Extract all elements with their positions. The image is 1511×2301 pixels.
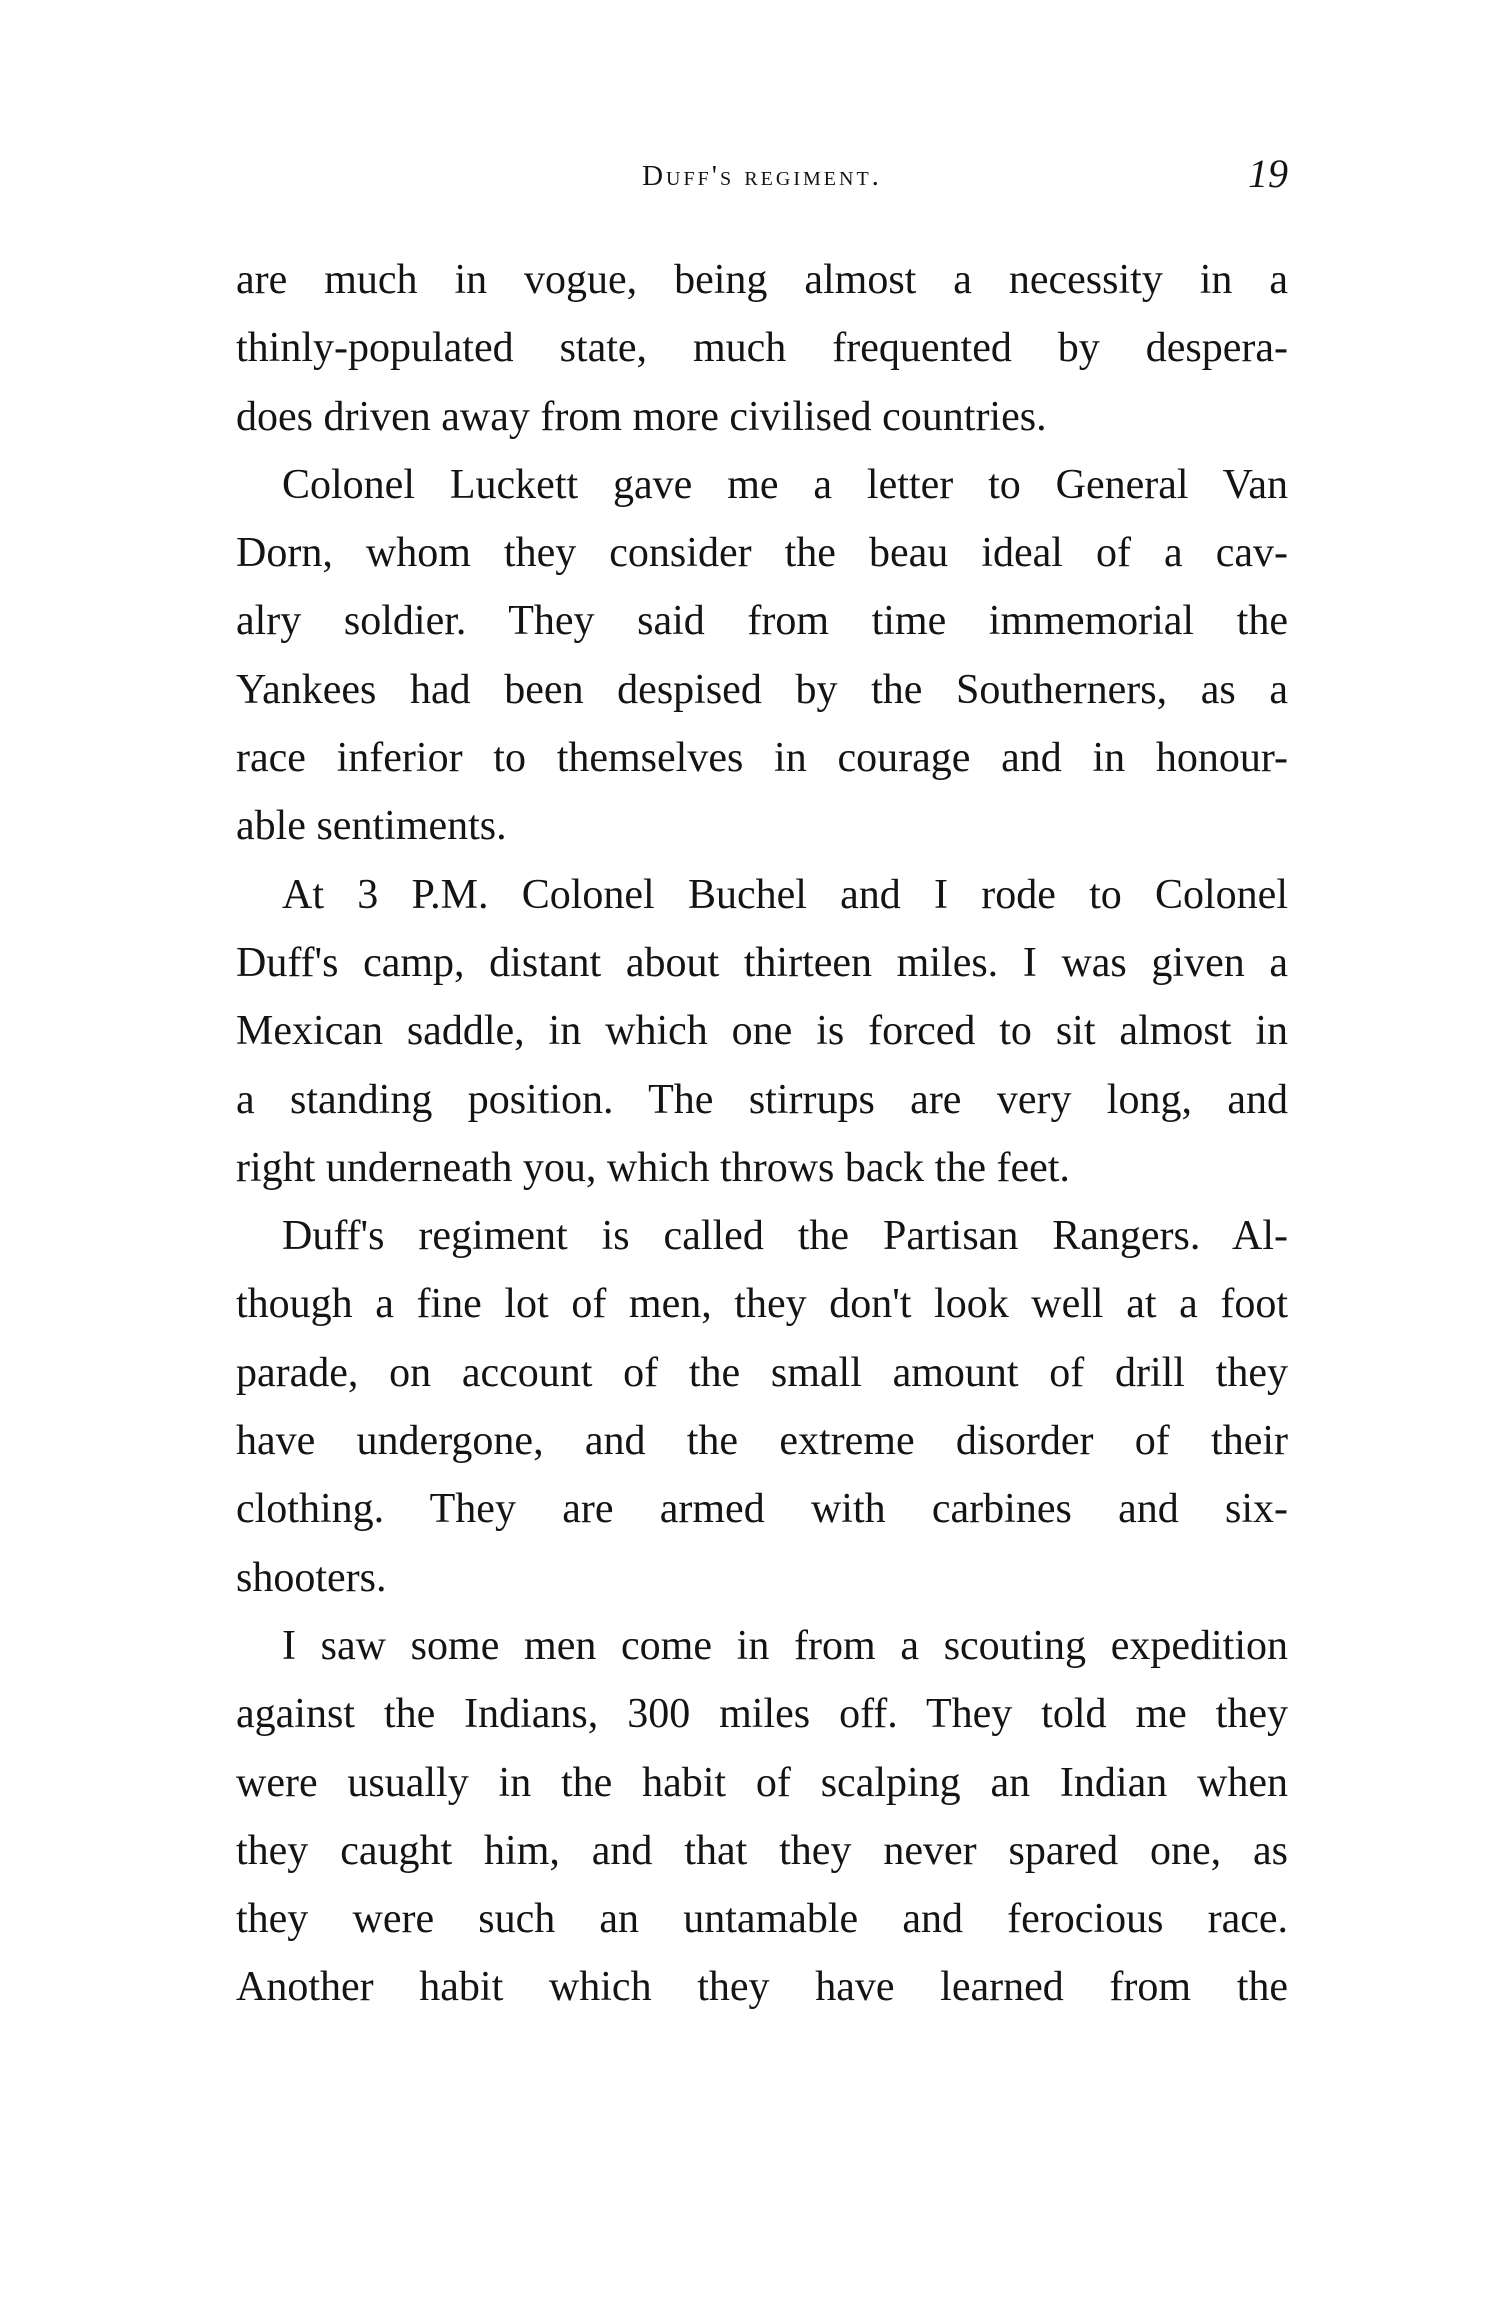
text-line: Yankees had been despised by the Southerners, as a (236, 666, 1288, 713)
text-line: Colonel Luckett gave me a letter to General Van (282, 461, 1288, 508)
text-line: against the Indians, 300 miles off. They told me they (236, 1691, 1288, 1738)
text-line: are much in vogue, being almost a necessity in a (236, 257, 1288, 303)
text-line: clothing. They are armed with carbines and six- (236, 1486, 1288, 1533)
body-text (236, 246, 1288, 2022)
text-line: able sentiments. (236, 803, 507, 850)
page-number: 19 (1248, 151, 1288, 196)
text-line: Duff's regiment is called the Partisan Rangers. Al- (282, 1213, 1288, 1260)
text-line: Duff's camp, distant about thirteen miles. I was given a (236, 939, 1288, 986)
text-line: Dorn, whom they consider the beau ideal of a cav- (236, 530, 1288, 577)
text-line: alry soldier. They said from time immemorial the (236, 598, 1288, 645)
text-line: a standing position. The stirrups are very long, and (236, 1076, 1288, 1123)
text-line: does driven away from more civilised countries. (236, 393, 1047, 440)
text-line: they caught him, and that they never spared one, as (236, 1827, 1288, 1874)
text-line: thinly-populated state, much frequented by despera- (236, 325, 1288, 372)
text-line: though a fine lot of men, they don't look well at a foot (236, 1281, 1288, 1328)
text-line: Mexican saddle, in which one is forced to sit almost in (236, 1008, 1288, 1055)
text-line: have undergone, and the extreme disorder of their (236, 1418, 1288, 1465)
page-header (236, 150, 1288, 210)
text-line: right underneath you, which throws back the feet. (236, 1144, 1070, 1191)
running-head: Duff's regiment. (642, 160, 882, 192)
text-line: Another habit which they have learned from the (236, 1964, 1288, 2011)
text-line: shooters. (236, 1554, 387, 1601)
text-line: I saw some men come in from a scouting expedition (282, 1622, 1288, 1669)
text-line: parade, on account of the small amount of drill they (236, 1349, 1288, 1396)
text-line: were usually in the habit of scalping an Indian when (236, 1759, 1288, 1806)
text-line: At 3 P.M. Colonel Buchel and I rode to Colonel (282, 871, 1288, 918)
text-line: race inferior to themselves in courage and in honour- (236, 735, 1288, 782)
text-line: they were such an untamable and ferocious race. (236, 1896, 1288, 1943)
